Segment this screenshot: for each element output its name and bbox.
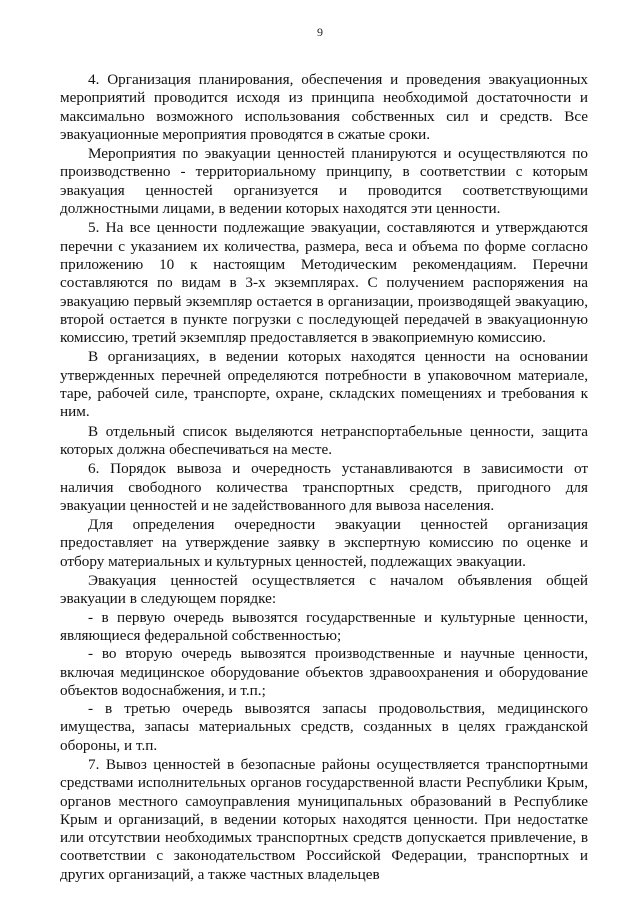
paragraph-evacuation-planning: Мероприятия по эвакуации ценностей планируются и осуществляются по производственно - территориальному принципу, в соответствии с которым эвакуация ценностей организуется и проводится соответствующими должностными лицами, в ведении которых находятся эти ценности. bbox=[60, 145, 588, 218]
document-body bbox=[60, 71, 588, 884]
paragraph-item-4: 4. Организация планирования, обеспечения и проведения эвакуационных мероприятий проводится исходя из принципа необходимой достаточности и максимально возможного использования собственных сил и средств. Все эвакуационные мероприятия проводятся в сжатые сроки. bbox=[60, 71, 588, 143]
paragraph-nontransportable: В отдельный список выделяются нетранспортабельные ценности, защита которых должна обеспечиваться на месте. bbox=[60, 422, 588, 458]
list-item: - в первую очередь вывозятся государственные и культурные ценности, являющиеся федеральной собственностью; bbox=[60, 608, 588, 644]
paragraph-item-5: 5. На все ценности подлежащие эвакуации, составляются и утверждаются перечни с указанием их количества, размера, веса и объема по форме согласно приложению 10 к настоящим Методическим рекомендациям. Перечни составляются по видам в 3-х экземплярах. С получением распоряжения на эвакуацию первый экземпляр остается в организации, производящей эвакуацию, второй остается в пункте погрузки с последующей передачей в эвакуационную комиссию, третий экземпляр предоставляется в эвакоприемную комиссию. bbox=[60, 219, 588, 347]
page-number: 9 bbox=[317, 25, 323, 39]
list-item: - в третью очередь вывозятся запасы продовольствия, медицинского имущества, запасы материальных средств, созданных в целях гражданской обороны, и т.п. bbox=[60, 700, 588, 754]
paragraph-evacuation-order: Эвакуация ценностей осуществляется с началом объявления общей эвакуации в следующем порядке: bbox=[60, 572, 588, 608]
paragraph-requirements: В организациях, в ведении которых находятся ценности на основании утвержденных перечней определяются потребности в упаковочном материале, таре, рабочей силе, транспорте, охране, складских помещениях и требования к ним. bbox=[60, 348, 588, 421]
paragraph-priority-request: Для определения очередности эвакуации ценностей организация предоставляет на утверждение заявку в экспертную комиссию по оценке и отбору материальных и культурных ценностей, подлежащих эвакуации. bbox=[60, 516, 588, 570]
paragraph-item-7: 7. Вывоз ценностей в безопасные районы осуществляется транспортными средствами исполнительных органов государственной власти Республики Крым, органов местного самоуправления муниципальных образований в Республике Крым и организаций, в ведении которых находятся ценности. При недостатке или отсутствии необходимых транспортных средств допускается привлечение, в соответствии с законодательством Российской Федерации, транспортных и других организаций, а также частных владельцев bbox=[60, 755, 588, 883]
list-item: - во вторую очередь вывозятся производственные и научные ценности, включая медицинское оборудование объектов здравоохранения и оборудование объектов водоснабжения, и т.п.; bbox=[60, 645, 588, 699]
paragraph-item-6: 6. Порядок вывоза и очередность устанавливаются в зависимости от наличия свободного количества транспортных средств, пригодного для эвакуации ценностей и не задействованного для вывоза населения. bbox=[60, 460, 588, 514]
